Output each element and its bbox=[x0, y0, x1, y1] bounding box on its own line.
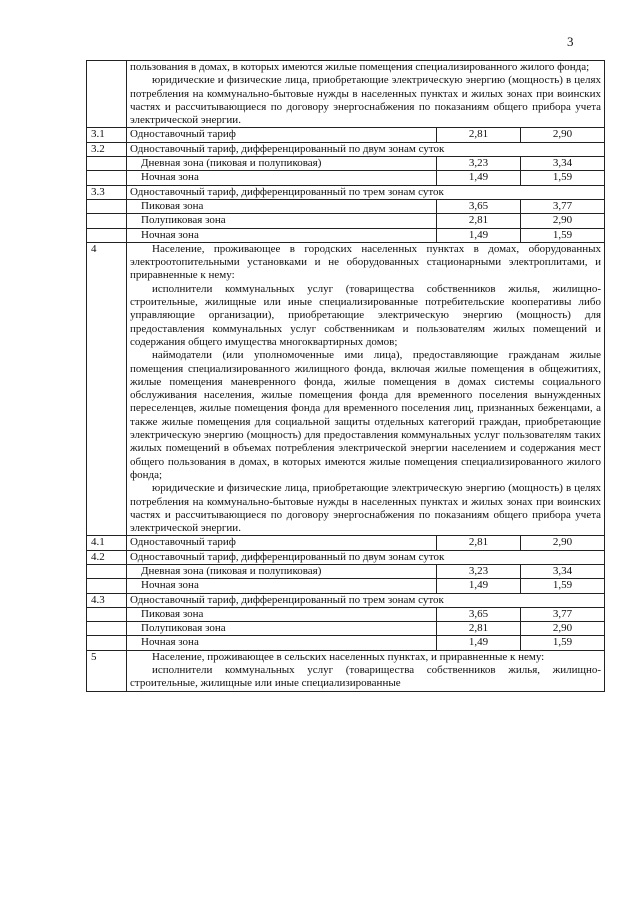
tariff-value-first-half: 1,49 bbox=[437, 228, 521, 242]
table-row bbox=[87, 607, 605, 621]
tariff-heading: Одноставочный тариф, дифференцированный по двум зонам суток bbox=[127, 142, 605, 156]
tariff-label: Ночная зона bbox=[127, 228, 437, 242]
description-paragraph: Население, проживающее в сельских населенных пунктах, и приравненные к нему: bbox=[152, 650, 545, 663]
row-number bbox=[87, 214, 127, 228]
row-number bbox=[87, 171, 127, 185]
tariff-heading: Одноставочный тариф, дифференцированный по двум зонам суток bbox=[127, 550, 605, 564]
tariff-heading: Одноставочный тариф, дифференцированный по трем зонам суток bbox=[127, 185, 605, 199]
tariff-label: Дневная зона (пиковая и полупиковая) bbox=[127, 564, 437, 578]
description-cell bbox=[127, 650, 605, 691]
row-number bbox=[87, 199, 127, 213]
row-number: 4.2 bbox=[87, 550, 127, 564]
tariff-label: Пиковая зона bbox=[127, 607, 437, 621]
tariff-value-first-half: 2,81 bbox=[437, 214, 521, 228]
table-row bbox=[87, 650, 605, 691]
tariff-value-first-half: 1,49 bbox=[437, 636, 521, 650]
tariff-value-first-half: 3,23 bbox=[437, 564, 521, 578]
description-paragraph: юридические и физические лица, приобретающие электрическую энергию (мощность) в целях потребления на коммунально-бытовые нужды в населенных пунктах и жилых зонах при воинских частях и рассчитывающиеся по договору энергоснабжения по показаниям общего прибора учета электрической энергии. bbox=[130, 482, 602, 535]
tariff-value-first-half: 2,81 bbox=[437, 128, 521, 142]
table-row bbox=[87, 128, 605, 142]
description-paragraph: исполнители коммунальных услуг (товарищества собственников жилья, жилищно-строительные, жилищные или иные специализированные bbox=[130, 664, 602, 690]
tariff-value-first-half: 3,65 bbox=[437, 199, 521, 213]
table-row bbox=[87, 636, 605, 650]
table-row bbox=[87, 142, 605, 156]
table-row bbox=[87, 199, 605, 213]
description-cell bbox=[127, 61, 605, 128]
tariff-value-second-half: 3,77 bbox=[521, 199, 605, 213]
tariff-value-first-half: 2,81 bbox=[437, 622, 521, 636]
table-row bbox=[87, 61, 605, 128]
tariff-value-second-half: 1,59 bbox=[521, 228, 605, 242]
row-number: 3.3 bbox=[87, 185, 127, 199]
row-number bbox=[87, 636, 127, 650]
row-number bbox=[87, 228, 127, 242]
tariff-value-second-half: 1,59 bbox=[521, 636, 605, 650]
row-number: 4.3 bbox=[87, 593, 127, 607]
tariff-value-first-half: 1,49 bbox=[437, 171, 521, 185]
tariff-heading: Одноставочный тариф, дифференцированный по трем зонам суток bbox=[127, 593, 605, 607]
row-number bbox=[87, 61, 127, 128]
row-number bbox=[87, 579, 127, 593]
row-number bbox=[87, 622, 127, 636]
page-number: 3 bbox=[567, 34, 574, 49]
tariff-value-second-half: 1,59 bbox=[521, 579, 605, 593]
row-number bbox=[87, 564, 127, 578]
row-number: 3.1 bbox=[87, 128, 127, 142]
table-row bbox=[87, 157, 605, 171]
tariff-value-second-half: 2,90 bbox=[521, 128, 605, 142]
table-row bbox=[87, 622, 605, 636]
tariff-value-first-half: 1,49 bbox=[437, 579, 521, 593]
tariff-label: Пиковая зона bbox=[127, 199, 437, 213]
table-row bbox=[87, 579, 605, 593]
row-number: 4 bbox=[87, 242, 127, 536]
table-row bbox=[87, 564, 605, 578]
tariff-table bbox=[86, 60, 605, 692]
tariff-value-second-half: 3,77 bbox=[521, 607, 605, 621]
row-number bbox=[87, 607, 127, 621]
row-number: 4.1 bbox=[87, 536, 127, 550]
tariff-label: Одноставочный тариф bbox=[127, 536, 437, 550]
tariff-table-body bbox=[87, 61, 605, 692]
table-row bbox=[87, 171, 605, 185]
table-row bbox=[87, 550, 605, 564]
tariff-label: Ночная зона bbox=[127, 579, 437, 593]
table-row bbox=[87, 185, 605, 199]
description-cell bbox=[127, 242, 605, 536]
tariff-value-second-half: 3,34 bbox=[521, 564, 605, 578]
row-number bbox=[87, 157, 127, 171]
tariff-label: Полупиковая зона bbox=[127, 214, 437, 228]
description-paragraph: исполнители коммунальных услуг (товарищества собственников жилья, жилищно-строительные, жилищные или иные специализированные потребительские кооперативы либо управляющие организации), приобретающие электрическую энергию (мощность) для предоставления коммунальных услуг собственникам и пользователям жилых помещений и содержания общего имущества многоквартирных домов; bbox=[130, 282, 602, 348]
tariff-value-second-half: 2,90 bbox=[521, 536, 605, 550]
row-number: 3.2 bbox=[87, 142, 127, 156]
tariff-value-first-half: 2,81 bbox=[437, 536, 521, 550]
table-row bbox=[87, 228, 605, 242]
tariff-label: Одноставочный тариф bbox=[127, 128, 437, 142]
description-paragraph: юридические и физические лица, приобретающие электрическую энергию (мощность) в целях потребления на коммунально-бытовые нужды в населенных пунктах и жилых зонах при воинских частях и рассчитывающиеся по договору энергоснабжения по показаниям общего прибора учета электрической энергии. bbox=[130, 74, 602, 127]
table-row bbox=[87, 242, 605, 536]
tariff-value-first-half: 3,23 bbox=[437, 157, 521, 171]
table-row bbox=[87, 536, 605, 550]
tariff-label: Полупиковая зона bbox=[127, 622, 437, 636]
tariff-value-second-half: 3,34 bbox=[521, 157, 605, 171]
row-number: 5 bbox=[87, 650, 127, 691]
tariff-value-second-half: 2,90 bbox=[521, 622, 605, 636]
description-paragraph: наймодатели (или уполномоченные ими лица), предоставляющие гражданам жилые помещения специализированного жилищного фонда, включая жилые помещения в общежитиях, жилые помещения маневренного фонда, жилые помещения в домах системы социального обслуживания населения, жилые помещения фонда для временного поселения вынужденных переселенцев, жилые помещения фонда для временного поселения лиц, признанных беженцами, а также жилые помещения для социальной защиты отдельных категорий граждан, приобретающие электрическую энергию (мощность) для предоставления коммунальных услуг пользователям таких жилых помещений в объемах потребления электрической энергии населением и содержания мест общего пользования в домах, в которых имеются жилые помещения специализированного жилого фонда; bbox=[130, 349, 602, 481]
table-row bbox=[87, 214, 605, 228]
table-row bbox=[87, 593, 605, 607]
tariff-value-second-half: 2,90 bbox=[521, 214, 605, 228]
tariff-label: Дневная зона (пиковая и полупиковая) bbox=[127, 157, 437, 171]
description-paragraph: Население, проживающее в городских населенных пунктах в домах, оборудованных электроотопительными установками и не оборудованных стационарными электроплитами, и приравненные к нему: bbox=[130, 242, 602, 282]
description-paragraph: пользования в домах, в которых имеются жилые помещения специализированного жилого фонда; bbox=[130, 61, 590, 73]
tariff-value-first-half: 3,65 bbox=[437, 607, 521, 621]
tariff-label: Ночная зона bbox=[127, 171, 437, 185]
tariff-label: Ночная зона bbox=[127, 636, 437, 650]
tariff-value-second-half: 1,59 bbox=[521, 171, 605, 185]
